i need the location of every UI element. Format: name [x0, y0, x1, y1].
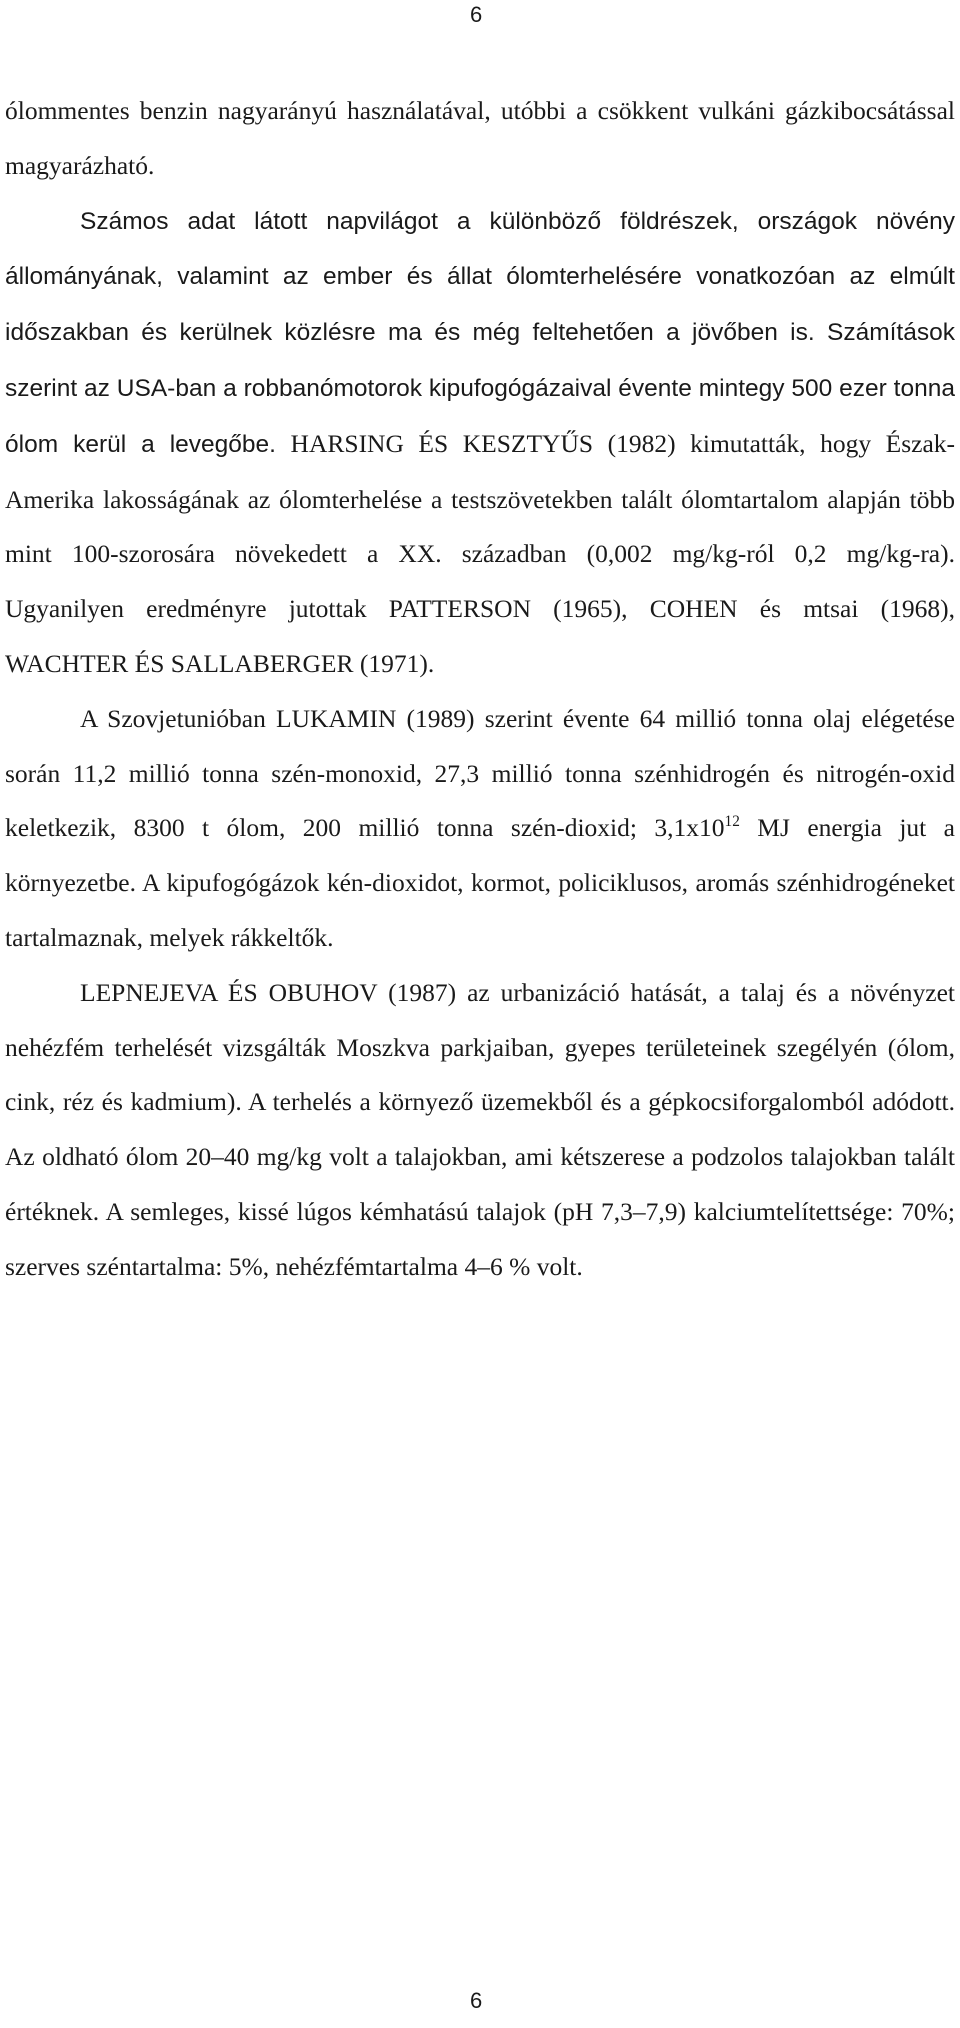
- paragraph-1-text: ólommentes benzin nagyarányú használatával, utóbbi a csökkent vulkáni gázkibocsátással magyarázható.: [5, 96, 955, 180]
- paragraph-4-text: LEPNEJEVA ÉS OBUHOV (1987) az urbanizáció hatását, a talaj és a növényzet nehézfém terhelését vizsgálták Moszkva parkjaiban, gyepes területeinek szegélyén (ólom, cink, réz és kadmium). A terhelés a környező üzemekből és a gépkocsiforgalomból adódott. Az oldható ólom 20–40 mg/kg volt a talajokban, ami kétszerese a podzolos talajokban talált értéknek. A semleges, kissé lúgos kémhatású talajok (pH 7,3–7,9) kalciumtelítettsége: 70%; szerves széntartalma: 5%, nehézfémtartalma 4–6 % volt.: [5, 977, 955, 1281]
- paragraph-3-text-b: MJ energia jut a környezetbe. A kipufogógázok kén-dioxidot, kormot, policiklusos, aromás szénhidrogéneket tartalmaznak, melyek rákkeltők.: [5, 813, 955, 952]
- exponent: 12: [724, 813, 740, 831]
- document-body: [5, 84, 955, 1295]
- paragraph-2-text-serif: HARSING ÉS KESZTYŰS (1982) kimutatták, hogy Észak-Amerika lakosságának az ólomterhelése a testszövetekben talált ólomtartalom alapján több mint 100-szorosára növekedett a XX. században (0,002 mg/kg-ról 0,2 mg/kg-ra). Ugyanilyen eredményre jutottak PATTERSON (1965), COHEN és mtsai (1968), WACHTER ÉS SALLABERGER (1971).: [5, 428, 955, 678]
- paragraph-4: [5, 966, 955, 1295]
- page-number-bottom: 6: [470, 1988, 483, 2013]
- page-number-top: 6: [470, 2, 483, 27]
- paragraph-2: [5, 194, 955, 692]
- paragraph-1: [5, 84, 955, 194]
- paragraph-3-text-a: A Szovjetunióban LUKAMIN (1989) szerint évente 64 millió tonna olaj elégetése során 11,2 millió tonna szén-monoxid, 27,3 millió tonna szénhidrogén és nitrogén-oxid keletkezik, 8300 t ólom, 200 millió tonna szén-dioxid; 3,1x10: [5, 703, 955, 843]
- paragraph-2-text-sans: Számos adat látott napvilágot a különböző földrészek, országok növény állományának, valamint az ember és állat ólomterhelésére vonatkozóan az elmúlt időszakban és kerülnek közlésre ma és még feltehetően a jövőben is. Számítások szerint az USA-ban a robbanómotorok kipufogógázaival évente mintegy 500 ezer tonna ólom kerül a levegőbe.: [5, 207, 955, 458]
- paragraph-3: [5, 692, 955, 966]
